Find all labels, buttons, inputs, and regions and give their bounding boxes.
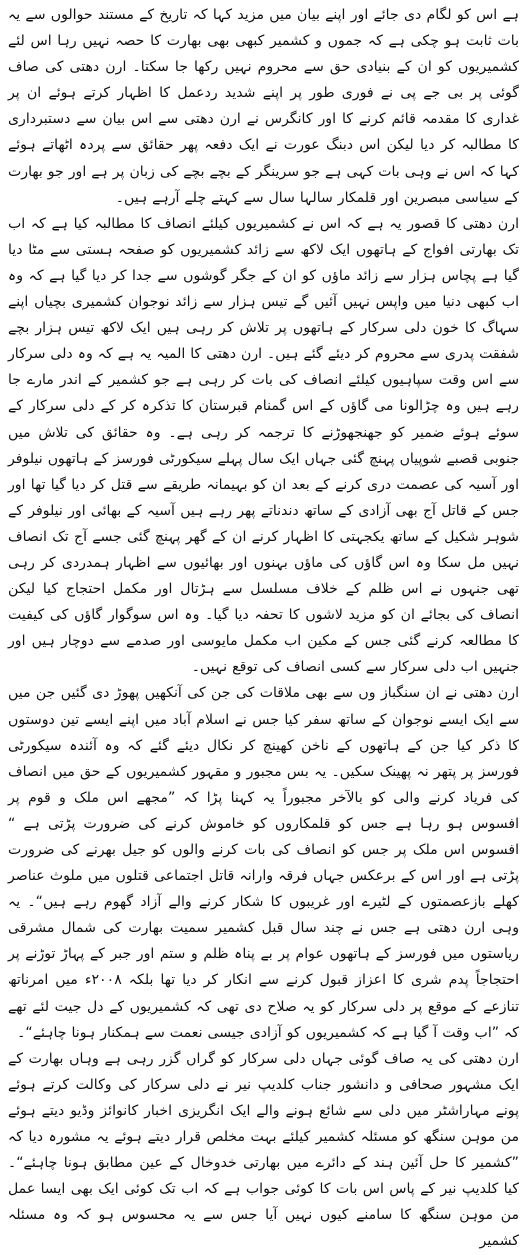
article-paragraph-3: ارن دھتی نے ان سنگباز وں سے بھی ملاقات کی جن کی آنکھیں پھوڑ دی گئیں جن میں سے ایک ایسے نوجوان کے ساتھ سفر کیا جس نے اسلام آباد میں اپنے ایسے تین دوستوں کا ذکر کیا جن کے ہاتھوں کے ناخن کھینچ کر نکال دیئے گئے کہ وہ آئندہ سیکورٹی فورسز پر پتھر نہ پھینک سکیں۔ یہ بس مجبور و مقہور کشمیریوں کے حق میں انصاف کی فریاد کرنے والی کو بالآخر مجبوراً یہ کہنا پڑا کہ ”مجھے اس ملک و قوم پر افسوس ہو رہا ہے جس کو قلمکاروں کو خاموش کرنے کی ضرورت پڑتی ہے “ افسوس اس ملک پر جس کو انصاف کی بات کرنے والوں کو جیل بھرنے کی ضرورت پڑتی ہے اور اس کے برعکس جہاں فرقہ وارانہ قاتل اجتماعی قتلوں میں ملوث عناصر کھلے بازعصمتوں کے لٹیرے اور غریبوں کا شکار کرنے والے آزاد گھوم رہے ہیں“۔ یہ وہی ارن دھتی ہے جس نے چند سال قبل کشمیر سمیت بھارت کی شمال مشرقی ریاستوں میں فورسز کے ہاتھوں عوام پر بے پناہ ظلم و ستم اور جبر کے پہاڑ توڑنے پر احتجاجاً پدم شری کا اعزاز قبول کرنے سے انکار کر دیا تھا بلکہ ۲۰۰۸ء میں امرناتھ تنازعے کے موقع پر دلی سرکار کو یہ صلاح دی تھی کہ کشمیریوں کے دل جیت لئے تھے کہ ”اب وقت آ گیا ہے کہ کشمیریوں کو آزادی جیسی نعمت سے ہمکنار ہونا چاہئے“۔ xyxy=(8,685,519,1041)
urdu-article-body xyxy=(8,2,519,1255)
article-paragraph-2: ارن دھتی کا قصور یہ ہے کہ اس نے کشمیریوں کیلئے انصاف کا مطالبہ کیا ہے کہ اب تک بھارتی افواج کے ہاتھوں ایک لاکھ سے زائد کشمیریوں کو صفحہ ہستی سے مٹا دیا گیا ہے پچاس ہزار سے زائد ماؤں کو ان کے جگر گوشوں سے جدا کر دیا گیا ہے کہ وہ اب کبھی دنیا میں واپس نہیں آئیں گے تیس ہزار سے زائد نوجوان کشمیری بچیاں اپنے سہاگ کا خون دلی سرکار کے ہاتھوں پر تلاش کر رہی ہیں ایک لاکھ تیس ہزار بچے شفقت پدری سے محروم کر دیئے گئے ہیں۔ ارن دھتی کا المیہ یہ ہے کہ وہ دلی سرکار سے اس وقت سپاہیوں کیلئے انصاف کی بات کر رہی ہے جو کشمیر کے اندر مارے جا رہے ہیں وہ چڑالونا می گاؤں کے اس گمنام قبرستان کا تذکرہ کر کے دلی سرکار کے سوئے ہوئے ضمیر کو جھنجھوڑنے کا ترجمہ کر رہی ہے۔ وہ حقائق کی تلاش میں جنوبی قصبے شوپیاں پہنچ گئی جہاں ایک سال پہلے سیکورٹی فورسز کے ہاتھوں نیلوفر اور آسیہ کی عصمت دری کرنے کے بعد ان کو بہیمانہ طریقے سے قتل کر دیا گیا تھا اور جس کے قاتل آج بھی آزادی کے ساتھ دندناتے پھر رہے ہیں آسیہ کے بھائی اور نیلوفر کے شوہر شکیل کے ساتھ یکجہتی کا اظہار کرنے ان کے گھر پہنچ گئی جسے آج تک انصاف نہیں مل سکا وہ اس گاؤں کی ماؤں بہنوں اور بھائیوں سے اظہار ہمدردی کر رہی تھی جنہوں نے اس ظلم کے خلاف مسلسل سے ہڑتال اور مکمل احتجاج کیا لیکن انصاف کی بجائے ان کو مزید لاشوں کا تحفہ دیا گیا۔ وہ اس سوگوار گاؤں کی کیفیت کا مطالعہ کرنے گئی جس کے مکین اب مکمل مایوسی اور صدمے سے دوچار ہیں اور جنہیں اب دلی سرکار سے کسی انصاف کی توقع نہیں۔ xyxy=(8,215,519,676)
article-paragraph-4: ارن دھتی کی یہ صاف گوئی جہاں دلی سرکار کو گراں گزر رہی ہے وہاں بھارت کے ایک مشہور صحافی و دانشور جناب کلدیپ نیر نے دلی سرکار کی وکالت کرتے ہوئے پونے مہاراشٹر میں دلی سے شائع ہونے والے ایک انگریزی اخبار کانوائز وڈیو دیتے ہوئے من موہن سنگھ کو مسئلہ کشمیر کیلئے بہت مخلص قرار دیتے ہوئے یہ مشورہ دیا کہ ”کشمیر کا حل آئین ہند کے دائرے میں بھارتی خدوخال کے عین مطابق ہونا چاہئے“۔ کیا کلدیپ نیر کے پاس اس بات کا کوئی جواب ہے کہ اب تک کوئی ایک بھی ایسا عمل من موہن سنگھ کا سامنے کیوں نہیں آیا جس سے یہ محسوس ہو کہ وہ مسئلہ کشمیر xyxy=(8,1050,519,1250)
article-paragraph-1: ہے اس کو لگام دی جائے اور اپنے بیان میں مزید کہا کہ تاریخ کے مستند حوالوں سے یہ بات ثابت ہو چکی ہے کہ جموں و کشمیر کبھی بھی بھارت کا حصہ نہیں رہا اس لئے کشمیریوں کو ان کے بنیادی حق سے محروم نہیں رکھا جا سکتا۔ ارن دھتی کی صاف گوئی پر بی جے پی نے فوری طور پر اپنے شدید ردعمل کا اظہار کرتے ہوئے ان پر غداری کا مقدمہ قائم کرنے کا اور کانگرس نے ارن دھتی سے اس بیان سے دستبرداری کا مطالبہ کر دیا لیکن اس دبنگ عورت نے ایک دفعہ پھر حقائق سے پردہ اٹھاتے ہوئے کہا کہ اس نے وہی بات کہی ہے جو سرینگر کے بچے بچے کی زبان پر ہے اور جو بھارت کے سیاسی مبصرین اور قلمکار سالہا سال سے کہتے چلے آرہے ہیں۔ xyxy=(8,7,519,206)
